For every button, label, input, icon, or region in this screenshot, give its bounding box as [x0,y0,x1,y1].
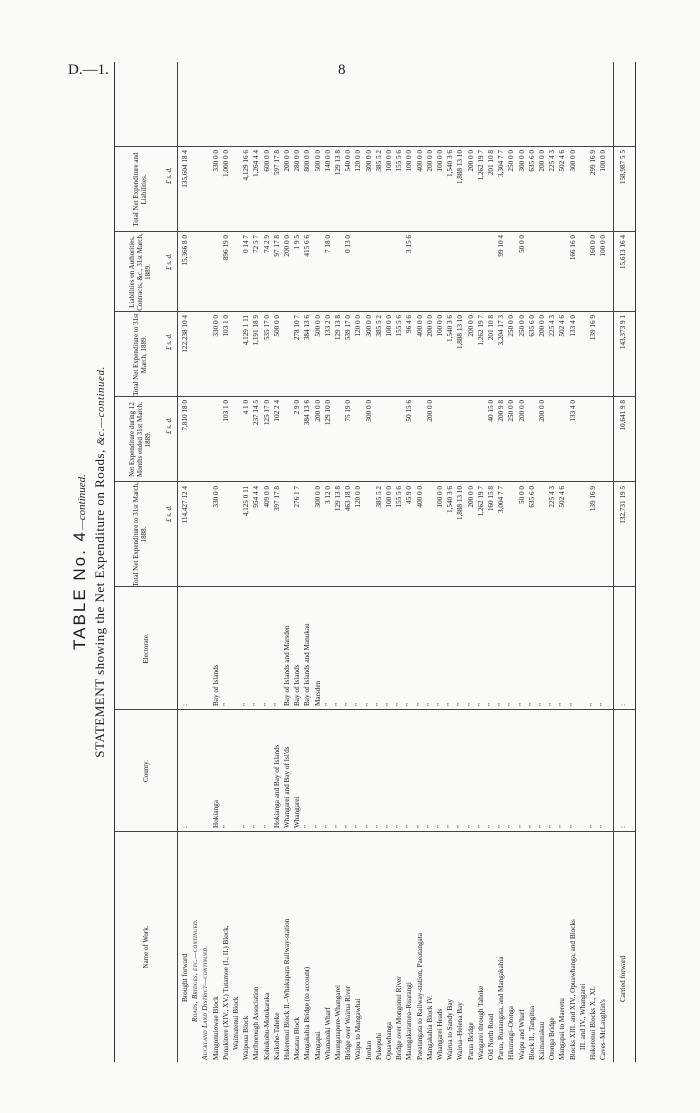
row-total-net: 502 4 6 [558,150,567,172]
row-county: " [405,825,414,828]
row-total-1889: 143,373 9 1 [619,315,627,350]
row-total-1888: 45 9 0 [405,486,414,504]
row-work-name: Maungatapere-Whangarei [334,984,342,1060]
row-total-1888: 132,731 19 5 [619,486,627,524]
row-total-1888: 502 4 6 [558,486,567,508]
row-total-1889: 250 0 0 [517,315,526,337]
row-county: " [466,825,475,828]
row-work-name: Kaikohe-Taheke [272,1012,281,1060]
header-total-1888: Total Net Expenditure to 31st March, 1888. [132,482,148,587]
row-total-net: 158,987 5 5 [619,150,627,185]
column-rule [115,709,635,710]
row-county: Hokianga [211,800,220,828]
row-electorate: " [589,703,597,706]
row-liabilities: 200 0 0 [283,235,291,257]
row-total-net: 500 0 0 [313,150,322,172]
row-total-net: 400 0 0 [415,150,424,172]
row-electorate: " [456,703,465,706]
row-total-net: 100 0 0 [599,150,608,172]
row-work-name: Old North Road [487,1013,495,1060]
row-county: " [476,825,485,828]
row-total-net: 225 4 3 [548,150,557,172]
row-total-1889: 1,888 13 10 [456,315,465,350]
table-subtitle-suffix: &c.—continued. [95,366,107,446]
row-work-name: Mangakahia Block IV. [425,995,434,1060]
row-work-name: Block II., Tangitua [527,1005,536,1060]
row-total-net: 4,129 16 6 [242,150,251,181]
row-electorate: " [252,703,261,706]
row-work-name: Opuawhanga [385,1022,393,1060]
row-work-name: Punakitere (XIV., XV.) Tutamoe (I., II.) Block, [221,925,230,1060]
row-total-net: 635 6 0 [527,150,536,172]
row-total-net: 299 16 9 [589,150,597,176]
row-electorate: Marsden [313,680,322,706]
row-total-1889: 330 0 0 [211,315,220,337]
row-net-1889: 133 4 0 [568,400,577,422]
row-total-net: 600 0 0 [262,150,271,172]
row-net-1889: 129 10 0 [323,400,332,426]
row-total-net: 1,264 4 4 [252,150,261,177]
row-liabilities: 99 10 4 [497,235,506,257]
row-liabilities: 415 6 6 [303,235,312,257]
row-work-name: Hukerenui Block II.–Whakapara Railway-station [283,918,291,1060]
table-subtitle [92,62,108,1062]
page-reference: D.—1. [68,62,109,78]
row-county: " [517,825,526,828]
row-net-1889: 200 0 0 [425,400,434,422]
row-work-name: Pukepuhi [374,1032,383,1060]
row-net-1889: 200 0 0 [538,400,546,422]
row-total-net: 300 0 0 [568,150,577,172]
row-total-1889: 100 0 0 [436,315,444,337]
row-electorate: " [262,703,271,706]
row-total-net: 140 0 0 [323,150,332,172]
row-county: " [364,825,373,828]
row-total-1889: 1,191 18 9 [252,315,261,346]
row-county: " [344,825,353,828]
row-total-1888: 954 4 4 [252,486,261,508]
row-work-name: Mangapai to Maeretu [558,998,567,1060]
row-county: " [599,825,608,828]
row-total-1889: 635 6 0 [527,315,536,337]
row-total-1889: 133 4 0 [568,315,577,337]
row-electorate: Bay of Islands and Marsden [283,625,291,706]
row-liabilities: 72 5 7 [252,235,261,253]
row-total-net: 250 0 0 [507,150,516,172]
row-county: " [313,825,322,828]
row-county: " [425,825,434,828]
header-county: County. [142,760,150,782]
row-liabilities: 15,366 8 0 [181,235,189,266]
row-electorate: " [436,703,444,706]
row-county: " [446,825,455,828]
row-total-1888: 4,125 0 11 [242,486,251,517]
row-total-1888: 400 0 0 [415,486,424,508]
row-liabilities: 0 14 7 [242,235,251,253]
row-work-name: Parua Bridge [466,1022,475,1060]
row-total-net: 1,888 13 10 [456,150,465,185]
row-total-1888: 129 13 8 [334,486,342,512]
row-total-net: 200 0 0 [283,150,291,172]
row-electorate: " [344,703,353,706]
row-electorate: " [517,703,526,706]
page-number: 8 [338,62,346,78]
row-net-1889: 10,641 9 8 [619,400,627,431]
row-electorate: " [395,703,404,706]
row-total-net: 100 0 0 [405,150,414,172]
row-total-net: 330 0 0 [211,150,220,172]
row-total-1889: 539 17 0 [344,315,353,341]
row-total-1888: 300 0 0 [313,486,322,508]
row-county: " [334,825,342,828]
row-total-1888: 1,540 3 6 [446,486,455,513]
row-total-1889: 3,204 17 3 [497,315,506,346]
row-total-1888: 50 0 0 [517,486,526,504]
row-county: : [619,826,627,828]
row-county: " [568,825,577,828]
row-total-net: 3,304 7 7 [497,150,506,177]
row-liabilities: 166 16 0 [568,235,577,261]
row-work-name: Hikurangi–Otonga [507,1006,516,1060]
row-total-net: 540 0 0 [344,150,353,172]
row-liabilities: 3 15 6 [405,235,414,253]
row-work-name: Parua, Ruatangata, and Mangakahia [497,956,506,1060]
row-net-1889: 103 1 0 [221,400,230,422]
row-liabilities: 15,613 16 4 [619,235,627,270]
row-total-net: 1,262 19 7 [476,150,485,181]
row-county: " [395,825,404,828]
row-county: " [262,825,271,828]
lsd-unit-label: £ s. d. [165,333,173,350]
row-total-1889: 1,540 3 6 [446,315,455,342]
row-work-name: Maungakaramea–Ruarangi [405,982,414,1060]
row-work-name: Roads, Bridges, etc.—continued. [191,918,200,1022]
row-total-1889: 200 0 0 [425,315,434,337]
row-total-1888: 100 0 0 [385,486,393,508]
row-county: " [323,825,332,828]
column-rule [115,586,635,587]
table-title-suffix: —continued. [76,474,88,530]
row-liabilities: 1 9 5 [293,235,302,250]
row-electorate: " [538,703,546,706]
row-total-1888: 330 0 0 [211,486,220,508]
row-county: Whangarei [293,796,302,828]
row-work-name: Otonga Bridge [548,1017,557,1060]
table-title [70,62,90,1062]
row-total-1889: 4,129 1 11 [242,315,251,346]
row-total-1889: 96 4 6 [405,315,414,333]
row-electorate: " [334,703,342,706]
row-work-name: Mangakahia Bridge (to account) [303,966,312,1060]
row-electorate: " [507,703,516,706]
row-net-1889: 300 0 0 [364,400,373,422]
row-work-name: Brought forward [181,953,189,1002]
row-work-name: Marlborough Association [252,986,261,1060]
row-county: " [242,825,251,828]
row-liabilities: 896 19 0 [221,235,230,261]
row-work-name: Bridge over Mongonui River [395,976,404,1060]
row-total-1888: 1,888 13 10 [456,486,465,521]
row-electorate: Bay of Islands [293,664,302,706]
row-total-net: 100 0 0 [436,150,444,172]
row-net-1889: 237 14 5 [252,400,261,426]
row-county: " [456,825,465,828]
row-total-1889: 100 0 0 [385,315,393,337]
row-total-1889: 129 13 8 [334,315,342,341]
row-total-net: 100 0 0 [385,150,393,172]
row-work-name: Carried forward [619,955,627,1002]
row-net-1889: 7,810 18 0 [181,400,189,431]
row-total-1889: 384 13 6 [303,315,312,341]
row-work-name: Kohukohu-Motukaraka [262,992,271,1060]
row-total-1889: 155 5 6 [395,315,404,337]
row-total-1888: 200 0 0 [466,486,475,508]
row-total-1889: 122,238 10 4 [181,315,189,353]
row-county: " [589,825,597,828]
expenditure-table [114,62,636,1062]
row-net-1889: 250 0 0 [507,400,516,422]
row-electorate: " [242,703,251,706]
row-electorate: " [354,703,363,706]
row-total-net: 1,000 0 0 [221,150,230,177]
row-total-net: 597 17 8 [272,150,281,176]
row-county: " [385,825,393,828]
row-electorate: " [599,703,608,706]
lsd-unit-label: £ s. d. [165,417,173,434]
row-total-net: 200 0 0 [466,150,475,172]
row-electorate: " [466,703,475,706]
column-rule [115,396,635,397]
row-total-net: 200 0 0 [425,150,434,172]
header-electorate: Electorate. [142,633,150,664]
row-total-1889: 200 0 0 [466,315,475,337]
column-rule [115,311,635,312]
row-electorate: " [548,703,557,706]
row-total-1889: 500 0 0 [313,315,322,337]
row-work-name: Bridge over Wairua River [344,985,353,1060]
row-electorate: " [405,703,414,706]
row-electorate: : [181,704,189,706]
row-work-name: Paeatangata to Railway-station, Paeatangata [415,933,424,1060]
row-liabilities: 97 17 8 [272,235,281,257]
row-total-net: 201 10 8 [487,150,495,176]
row-electorate: Bay of Islands and Manukau [303,623,312,706]
row-county: Hokianga and Bay of Islands [272,744,281,828]
row-electorate: " [272,703,281,706]
row-electorate: Bay of Islands [211,664,220,706]
row-net-1889: 40 15 0 [487,400,495,422]
row-total-1888: 635 6 0 [527,486,536,508]
row-work-name: Waipu and Wharf [517,1009,526,1060]
row-county: " [436,825,444,828]
row-total-1889: 201 10 8 [487,315,495,341]
row-work-name: Waipoua Block [242,1015,251,1060]
row-work-name: Wairua–Helena Bay [456,1002,465,1060]
row-total-1889: 1,262 19 7 [476,315,485,346]
row-total-1888: 100 0 0 [436,486,444,508]
lsd-unit-label: £ s. d. [165,505,173,522]
row-total-1888: 397 17 8 [272,486,281,512]
row-total-net: 280 0 0 [293,150,302,172]
row-electorate: " [497,703,506,706]
row-work-name: Hukerenui Blocks X., XI. [589,986,597,1060]
row-total-1888: 3 12 0 [323,486,332,504]
row-electorate: " [476,703,485,706]
row-total-net: 120 0 0 [354,150,363,172]
row-total-1889: 120 0 0 [354,315,363,337]
row-total-1888: 139 16 9 [589,486,597,512]
row-total-net: 800 0 0 [303,150,312,172]
lsd-unit-label: £ s. d. [165,253,173,270]
row-work-name: Waimatenui Block [232,996,240,1050]
row-net-1889: 50 15 6 [405,400,414,422]
row-total-1889: 400 0 0 [415,315,424,337]
row-work-name: Mangapai [313,1031,322,1060]
row-work-name: Wairua to Sandy Bay [446,998,455,1060]
row-electorate: " [221,703,230,706]
row-electorate: " [487,703,495,706]
row-net-1889: 2 9 0 [293,400,302,415]
row-total-1889: 250 0 0 [507,315,516,337]
row-work-name: Mangonuiowae Block [211,996,220,1060]
row-electorate: " [568,703,577,706]
header-liabilities: Liabilities on Authorities, Contracts, &c., 31st March, 1889. [128,233,152,311]
row-total-net: 135,604 18 4 [181,150,189,188]
row-total-1889: 225 4 3 [548,315,557,337]
header-total-1889: Total Net Expenditure to 31st March, 1889. [132,313,148,396]
row-total-1889: 139 16 9 [589,315,597,341]
row-work-name: Whananaki Wharf [323,1007,332,1060]
row-electorate: : [619,704,627,706]
row-county: " [527,825,536,828]
header-total-with-liabilities: Total Net Expenditure and Liabilities. [132,152,148,227]
lsd-unit-label: £ s. d. [165,167,173,184]
total-rule [613,62,614,1062]
row-electorate: " [558,703,567,706]
row-liabilities: 74 2 9 [262,235,271,253]
row-electorate: " [415,703,424,706]
row-total-net: 385 5 2 [374,150,383,172]
row-total-net: 300 0 0 [364,150,373,172]
row-electorate: " [425,703,434,706]
row-total-1888: 463 18 0 [344,486,353,512]
row-total-1889: 502 4 6 [558,315,567,337]
rotated-table-page [60,62,650,1062]
row-county: " [415,825,424,828]
header-name-of-work: Name of Work. [142,925,150,969]
row-county: Whangarei and Bay of Isl'ds [283,746,291,828]
row-total-1889: 385 5 2 [374,315,383,337]
row-electorate: " [323,703,332,706]
row-liabilities: 0 13 0 [344,235,353,253]
row-county: " [303,825,312,828]
row-net-1889: 75 19 0 [344,400,353,422]
row-net-1889: 200 0 0 [313,400,322,422]
row-county: " [558,825,567,828]
row-total-net: 300 0 0 [517,150,526,172]
row-total-1889: 278 10 7 [293,315,302,341]
row-liabilities: 160 0 0 [589,235,597,257]
column-rule [115,146,635,147]
row-total-net: 129 13 8 [334,150,342,176]
row-county: " [548,825,557,828]
row-total-1888: 160 15 8 [487,486,495,512]
row-total-1888: 120 0 0 [354,486,363,508]
row-net-1889: 200 0 0 [517,400,526,422]
row-liabilities: 100 0 0 [599,235,608,257]
row-work-name: Waipu to Mangawhai [354,998,363,1060]
row-liabilities: 7 18 0 [323,235,332,253]
row-total-1889: 133 2 0 [323,315,332,337]
row-electorate: " [364,703,373,706]
row-electorate: " [446,703,455,706]
row-county: " [252,825,261,828]
row-total-1888: 385 5 2 [374,486,383,508]
row-county: " [507,825,516,828]
column-rule [115,231,635,232]
row-total-1888: 1,262 19 7 [476,486,485,517]
row-county: " [354,825,363,828]
row-county: " [487,825,495,828]
header-rule [177,62,178,1062]
row-county: " [221,825,230,828]
table-subtitle-text: STATEMENT showing the Net Expenditure on Roads, [92,449,107,758]
row-total-net: 1,540 3 6 [446,150,455,177]
row-work-name: Caves–McLaughlin's [599,999,608,1060]
row-net-1889: 384 13 6 [303,400,312,426]
header-net-1889: Net Expenditure during 12 Months ended 31st March, 1889. [128,401,152,478]
row-total-1888: 409 0 0 [262,486,271,508]
row-county: " [374,825,383,828]
row-total-1888: 276 1 7 [293,486,302,508]
row-work-name: Jordan [364,1040,373,1060]
row-total-1888: 114,427 12 4 [181,486,189,524]
column-rule [115,481,635,482]
row-electorate: " [385,703,393,706]
row-work-name: Blocks XIII. and XIV., Opuawhanga, and Blocks [568,919,577,1060]
row-electorate: " [527,703,536,706]
row-total-1889: 535 17 0 [262,315,271,341]
row-county: " [497,825,506,828]
row-work-name: Auckland Land District—continued. [201,945,210,1060]
row-total-1888: 155 5 6 [395,486,404,508]
row-work-name: Whangarei Heads [436,1008,444,1060]
row-total-net: 155 5 6 [395,150,404,172]
row-net-1889: 4 1 0 [242,400,251,415]
table-title-text: TABLE No. 4 [70,529,89,650]
row-liabilities: 50 0 0 [517,235,526,253]
row-total-1889: 500 0 0 [272,315,281,337]
row-total-1888: 3,004 7 7 [497,486,506,513]
row-work-name: Kaimamakau [538,1021,546,1060]
row-total-1888: 225 4 3 [548,486,557,508]
row-work-name: III. and IV., Whangarei [578,983,587,1050]
row-net-1889: 125 17 0 [262,400,271,426]
row-total-net: 200 0 0 [538,150,546,172]
row-work-name: Motatau Block [293,1017,302,1060]
row-net-1889: 102 2 4 [272,400,281,422]
row-total-1889: 300 0 0 [364,315,373,337]
row-county: " [538,825,546,828]
row-work-name: Wangarei through Tahoke [476,985,485,1060]
row-total-1889: 103 1 0 [221,315,230,337]
row-electorate: " [374,703,383,706]
row-county: : [181,826,189,828]
row-total-1889: 200 0 0 [538,315,546,337]
row-net-1889: 200 9 8 [497,400,506,422]
